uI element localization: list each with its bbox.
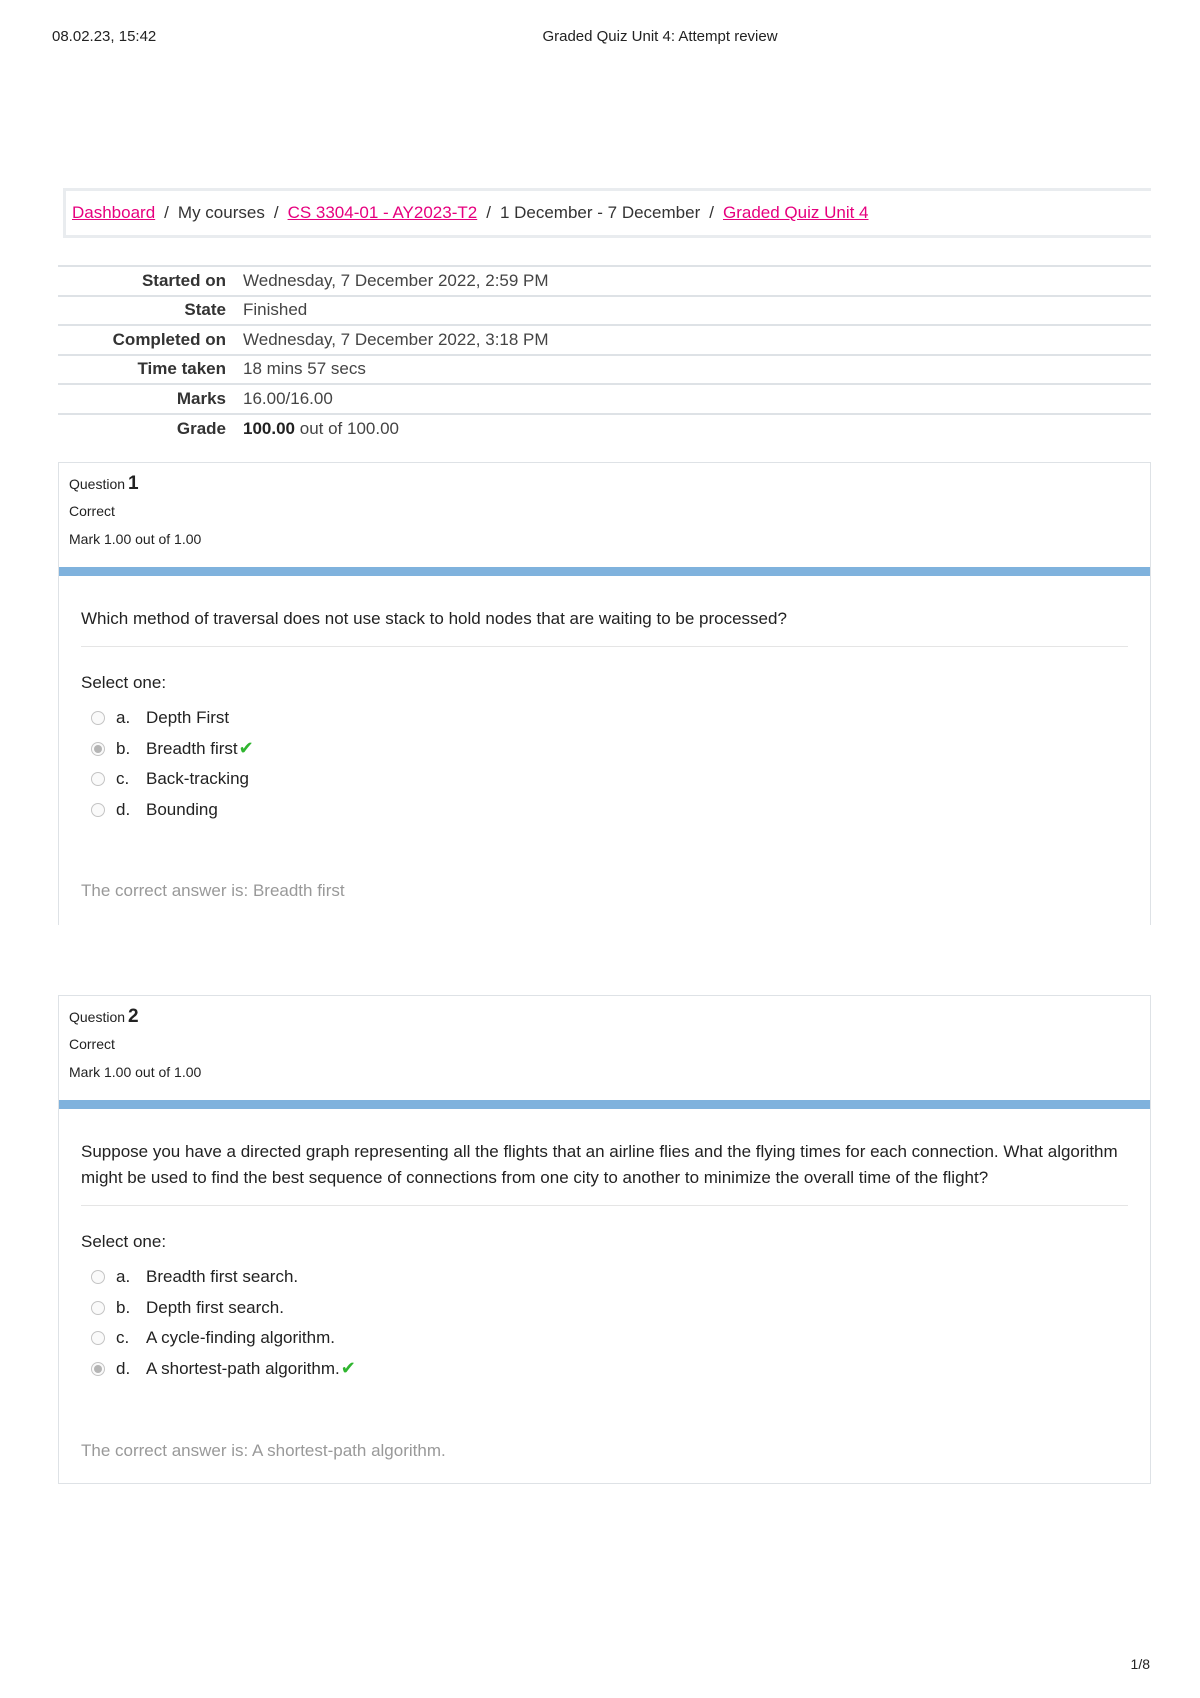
answer-options: [81, 1262, 1128, 1384]
radio-icon[interactable]: [91, 742, 105, 756]
option-letter: b.: [116, 738, 131, 758]
summary-row-completed: [58, 325, 1151, 355]
summary-value: Finished: [243, 300, 308, 320]
summary-label: Completed on: [112, 329, 226, 349]
question-number: [69, 473, 1150, 501]
radio-icon[interactable]: [91, 711, 105, 725]
question-content: [59, 576, 1150, 825]
option-text: Breadth first: [146, 738, 238, 758]
question-grade: Mark 1.00 out of 1.00: [69, 531, 202, 547]
summary-label: Time taken: [137, 359, 226, 379]
option-text: Back-tracking: [146, 769, 249, 789]
summary-row-state: [58, 296, 1151, 326]
breadcrumb-separator: /: [164, 203, 169, 222]
answer-option-d[interactable]: [81, 795, 1128, 826]
breadcrumb-section: 1 December - 7 December: [499, 203, 701, 222]
answer-option-a[interactable]: [81, 1262, 1128, 1293]
breadcrumb: [63, 188, 1151, 238]
print-doc-title: Graded Quiz Unit 4: Attempt review: [542, 28, 778, 45]
option-text: A cycle-finding algorithm.: [146, 1328, 335, 1348]
summary-row-grade: [58, 414, 1151, 444]
option-letter: c.: [116, 769, 130, 789]
answer-option-a[interactable]: [81, 703, 1128, 734]
option-text: A shortest-path algorithm.: [146, 1358, 340, 1378]
answer-option-c[interactable]: [81, 1323, 1128, 1354]
breadcrumb-separator: /: [486, 203, 491, 222]
breadcrumb-quiz-link[interactable]: Graded Quiz Unit 4: [722, 203, 869, 222]
breadcrumb-my-courses: My courses: [177, 203, 265, 222]
answer-option-b[interactable]: [81, 734, 1128, 765]
question-text: Which method of traversal does not use stack to hold nodes that are waiting to be processed?: [81, 576, 1128, 647]
option-letter: a.: [116, 1267, 131, 1287]
question-state: Correct: [69, 1036, 115, 1052]
option-letter: a.: [116, 708, 131, 728]
question-state: Correct: [69, 503, 115, 519]
breadcrumb-separator: /: [709, 203, 714, 222]
answer-option-b[interactable]: [81, 1293, 1128, 1324]
question-info: [59, 463, 1150, 567]
question-number-value: 1: [128, 473, 139, 494]
option-letter: d.: [116, 799, 131, 819]
check-icon: ✔: [238, 738, 254, 759]
question-grade: Mark 1.00 out of 1.00: [69, 1064, 202, 1080]
grade-score: 100.00: [243, 418, 295, 438]
radio-icon[interactable]: [91, 1331, 105, 1345]
page-number: 1/8: [1130, 1656, 1150, 1672]
question-number: [69, 1006, 1150, 1034]
radio-icon[interactable]: [91, 772, 105, 786]
option-text: Depth First: [146, 708, 230, 728]
question-label: Question: [69, 476, 126, 492]
answer-option-d[interactable]: [81, 1354, 1128, 1385]
question-text: Suppose you have a directed graph representing all the flights that an airline flies and the flying times for each connection. What algorithm might be used to find the best sequence of connections from one city to another to minimize the overall time of the flight?: [81, 1109, 1128, 1206]
print-datetime: 08.02.23, 15:42: [52, 28, 157, 45]
summary-value: 16.00/16.00: [243, 388, 333, 408]
option-text: Depth first search.: [146, 1297, 284, 1317]
print-header: [52, 28, 1148, 48]
question-divider-bar: [59, 567, 1150, 576]
summary-label: Marks: [176, 388, 226, 408]
summary-value: 18 mins 57 secs: [243, 359, 366, 379]
option-letter: c.: [116, 1328, 130, 1348]
question-prompt: Select one:: [81, 673, 167, 692]
option-text: Breadth first search.: [146, 1267, 299, 1287]
grade-rest: out of 100.00: [299, 418, 399, 438]
summary-label: Grade: [176, 418, 226, 438]
radio-icon[interactable]: [91, 1270, 105, 1284]
summary-label: Started on: [141, 270, 226, 290]
question-info: [59, 996, 1150, 1100]
summary-value: Wednesday, 7 December 2022, 3:18 PM: [243, 329, 549, 349]
option-text: Bounding: [146, 799, 218, 819]
summary-row-marks: [58, 384, 1151, 414]
summary-value: [226, 414, 1151, 444]
radio-icon[interactable]: [91, 803, 105, 817]
answer-option-c[interactable]: [81, 764, 1128, 795]
summary-row-started: [58, 266, 1151, 296]
question-number-value: 2: [128, 1006, 139, 1027]
attempt-summary-table: [58, 265, 1151, 443]
check-icon: ✔: [340, 1358, 356, 1379]
question-feedback: The correct answer is: Breadth first: [81, 881, 345, 900]
summary-label: State: [184, 300, 226, 320]
radio-icon[interactable]: [91, 1301, 105, 1315]
question-prompt: Select one:: [81, 1232, 167, 1251]
answer-options: [81, 703, 1128, 825]
breadcrumb-course-link[interactable]: CS 3304-01 - AY2023-T2: [287, 203, 478, 222]
question-feedback: The correct answer is: A shortest-path algorithm.: [81, 1441, 446, 1460]
question-content: [59, 1109, 1150, 1384]
breadcrumb-separator: /: [273, 203, 279, 222]
option-letter: b.: [116, 1297, 131, 1317]
summary-row-time-taken: [58, 355, 1151, 385]
question-2: [58, 995, 1151, 1484]
question-label: Question: [69, 1009, 126, 1025]
radio-icon[interactable]: [91, 1362, 105, 1376]
breadcrumb-dashboard-link[interactable]: Dashboard: [72, 203, 156, 222]
option-letter: d.: [116, 1358, 131, 1378]
question-1: [58, 462, 1151, 925]
question-divider-bar: [59, 1100, 1150, 1109]
summary-value: Wednesday, 7 December 2022, 2:59 PM: [243, 270, 549, 290]
